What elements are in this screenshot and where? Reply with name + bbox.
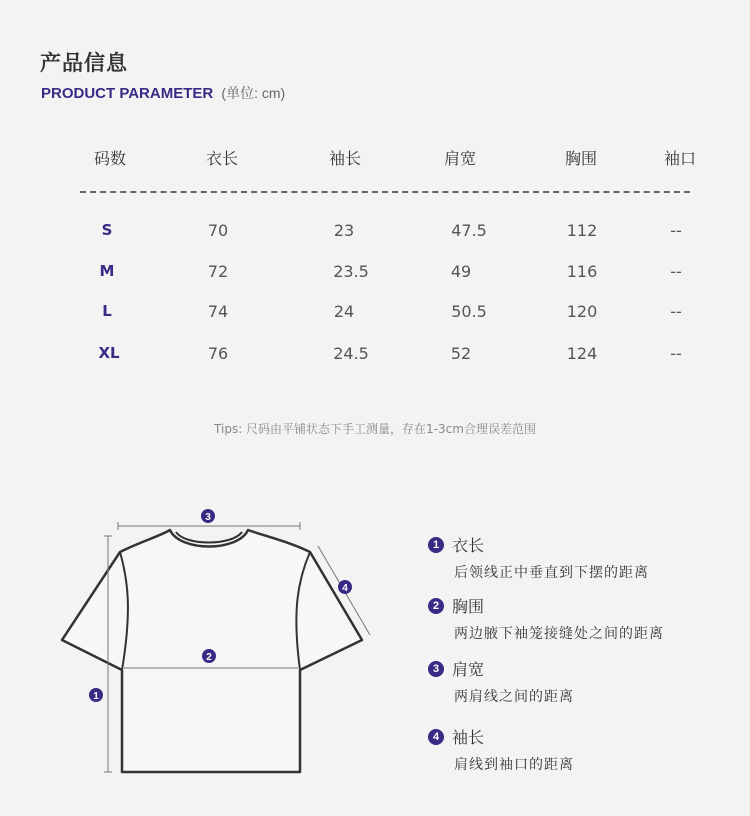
table-cell: 50.5 — [451, 302, 487, 321]
number-badge-icon: 3 — [428, 661, 444, 677]
page-title-cn: 产品信息 — [40, 51, 128, 75]
table-cell: 24.5 — [333, 344, 369, 363]
tshirt-diagram — [0, 490, 400, 790]
table-cell-size: L — [102, 302, 112, 320]
unit-label: (单位: cm) — [221, 85, 286, 101]
title-en-text: PRODUCT PARAMETER — [41, 85, 214, 102]
legend-desc: 两边腋下袖笼接缝处之间的距离 — [454, 626, 664, 642]
table-cell-size: S — [101, 221, 113, 239]
header-length: 衣长 — [205, 149, 239, 168]
page-title-en — [41, 83, 285, 103]
marker-4-icon — [338, 580, 352, 594]
header-size: 码数 — [93, 149, 127, 168]
number-badge-icon: 1 — [428, 537, 444, 553]
table-cell-size: M — [99, 262, 115, 280]
table-cell: 23 — [333, 221, 355, 240]
tips-note: Tips: 尺码由平铺状态下手工测量，存在1-3cm合理误差范围 — [214, 422, 536, 436]
legend-title: 袖长 — [452, 728, 485, 747]
table-cell-size: XL — [98, 344, 120, 362]
table-cell: -- — [670, 344, 682, 363]
legend-item-sleeve — [428, 725, 574, 774]
legend-desc: 两肩线之间的距离 — [454, 689, 574, 705]
table-cell: -- — [670, 221, 682, 240]
legend-desc: 后领线正中垂直到下摆的距离 — [454, 565, 649, 581]
table-cell: 49 — [450, 262, 472, 281]
number-badge-icon: 2 — [428, 598, 444, 614]
legend-desc: 肩线到袖口的距离 — [454, 757, 574, 773]
number-badge-icon: 4 — [428, 729, 444, 745]
legend-item-chest — [428, 594, 664, 643]
table-cell: 52 — [450, 344, 472, 363]
marker-2-icon — [202, 649, 216, 663]
marker-4-label: 4 — [342, 583, 348, 594]
table-cell: 124 — [566, 344, 598, 363]
header-shoulder: 肩宽 — [443, 149, 477, 168]
legend-title: 肩宽 — [452, 660, 485, 679]
table-cell: 23.5 — [333, 262, 369, 281]
marker-1-icon — [89, 688, 103, 702]
marker-3-icon — [201, 509, 215, 523]
header-cuff: 袖口 — [663, 149, 697, 168]
marker-2-label: 2 — [206, 652, 212, 663]
table-cell: 120 — [566, 302, 598, 321]
table-cell: 47.5 — [451, 221, 487, 240]
marker-1-label: 1 — [93, 691, 99, 702]
table-cell: 70 — [207, 221, 229, 240]
table-cell: 116 — [566, 262, 598, 281]
legend-title: 衣长 — [452, 536, 485, 555]
table-cell: 74 — [207, 302, 229, 321]
table-cell: 76 — [207, 344, 229, 363]
table-cell: 24 — [333, 302, 355, 321]
table-cell: 112 — [566, 221, 598, 240]
header-sleeve: 袖长 — [328, 149, 362, 168]
table-cell: -- — [670, 262, 682, 281]
legend-item-shoulder — [428, 657, 574, 706]
table-divider — [80, 191, 690, 193]
header-chest: 胸围 — [564, 149, 598, 168]
legend-title: 胸围 — [452, 597, 485, 616]
table-cell: -- — [670, 302, 682, 321]
legend-item-length — [428, 533, 649, 582]
marker-3-label: 3 — [205, 512, 211, 523]
table-cell: 72 — [207, 262, 229, 281]
